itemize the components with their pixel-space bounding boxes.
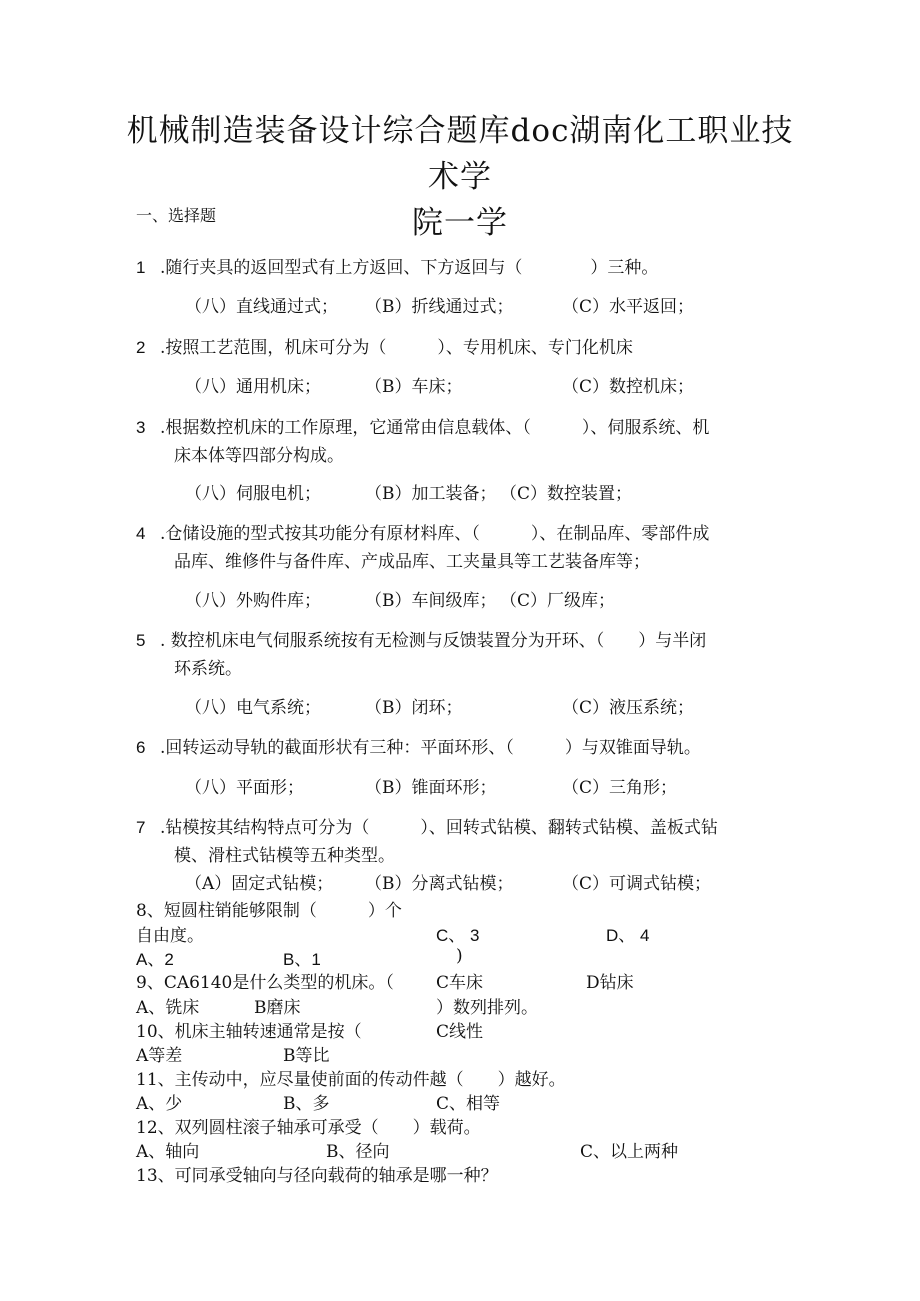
q1-option-b: （B）折线通过式； — [365, 297, 514, 317]
q11-text: 11、主传动中，应尽量使前面的传动件越（ ）越好。 — [136, 1070, 566, 1090]
q3-option-b: （B）加工装备； — [365, 484, 497, 504]
q5-option-c: （C）液压系统； — [562, 698, 695, 718]
q7-option-c: （C）可调式钻模； — [562, 874, 712, 894]
q7-text-continued: 模、滑柱式钻模等五种类型。 — [174, 846, 395, 866]
question-number: 3 — [136, 418, 146, 437]
q8-option-d: D、 4 — [606, 926, 650, 945]
q9-option-b: B磨床 — [254, 998, 301, 1018]
q5-option-b: （B）闭环； — [365, 698, 463, 718]
q9-option-c: C车床 — [436, 973, 484, 993]
q2-option-b: （B）车床； — [365, 377, 463, 397]
q9-option-a: A、铣床 — [136, 998, 200, 1018]
q8-option-c: C、 3 — [436, 926, 480, 945]
question-text: .随行夹具的返回型式有上方返回、下方返回与（ ）三种。 — [160, 258, 659, 278]
q6-option-b: （B）锥面环形； — [365, 778, 497, 798]
q13-text: 13、可同承受轴向与径向载荷的轴承是哪一种？ — [136, 1166, 498, 1186]
q12-option-b: B、径向 — [326, 1142, 390, 1162]
q7-option-a: （A）固定式钻模； — [185, 874, 334, 894]
q6-option-a: （八）平面形； — [185, 778, 304, 798]
question-text: .回转运动导轨的截面形状有三种：平面环形、（ ）与双锥面导轨。 — [160, 738, 701, 758]
q8-option-b: B、1 — [283, 950, 321, 969]
question-2 — [136, 334, 633, 362]
q11-option-c: C、相等 — [436, 1094, 501, 1114]
q10-text: 10、机床主轴转速通常是按（ — [136, 1022, 362, 1042]
q5-option-a: （八）电气系统； — [185, 698, 321, 718]
q8-text: 8、短圆柱销能够限制（ ）个 — [136, 901, 402, 921]
question-number: 2 — [136, 338, 146, 357]
q10-text-end: ）数列排列。 — [436, 998, 538, 1018]
q12-option-a: A、轴向 — [136, 1142, 200, 1162]
q10-option-b: B等比 — [283, 1046, 330, 1066]
document-title — [120, 108, 800, 246]
question-1 — [136, 254, 658, 282]
question-number: 4 — [136, 524, 146, 543]
question-6 — [136, 734, 701, 762]
q10-option-a: A等差 — [136, 1046, 183, 1066]
q1-option-a: （八）直线通过式； — [185, 297, 338, 317]
question-number: 7 — [136, 818, 146, 837]
q4-option-b: （B）车间级库； — [365, 591, 497, 611]
q7-option-b: （B）分离式钻模； — [365, 874, 514, 894]
q2-option-a: （八）通用机床； — [185, 377, 321, 397]
q12-text: 12、双列圆柱滚子轴承可承受（ ）载荷。 — [136, 1118, 481, 1138]
q4-option-c: （C）厂级库； — [500, 591, 616, 611]
q4-text-continued: 品库、维修件与备件库、产成品库、工夹量具等工艺装备库等； — [174, 552, 650, 572]
q8-text-continued: 自由度。 — [136, 926, 204, 946]
q11-option-b: B、多 — [283, 1094, 330, 1114]
q12-option-c: C、以上两种 — [580, 1142, 679, 1162]
q8-close-paren: ) — [456, 946, 463, 966]
question-text: .仓储设施的型式按其功能分有原材料库、（ ）、在制品库、零部件成 — [160, 524, 710, 544]
question-number: 1 — [136, 258, 146, 277]
question-7 — [136, 814, 718, 842]
q6-option-c: （C）三角形； — [562, 778, 678, 798]
question-text: .钻模按其结构特点可分为（ ）、回转式钻模、翻转式钻模、盖板式钻 — [160, 818, 718, 838]
question-number: 6 — [136, 738, 146, 757]
q4-option-a: （八）外购件库； — [185, 591, 321, 611]
question-4 — [136, 520, 709, 548]
q1-option-c: （C）水平返回； — [562, 297, 695, 317]
q5-text-continued: 环系统。 — [174, 659, 242, 679]
q8-option-a: A、2 — [136, 950, 174, 969]
q3-option-a: （八）伺服电机； — [185, 484, 321, 504]
q9-text: 9、CA6140是什么类型的机床。（ — [136, 973, 394, 993]
title-line-1: 机械制造装备设计综合题库doc湖南化工职业技术学 — [126, 113, 794, 195]
title-line-2: 院一学 — [412, 205, 508, 241]
question-text: . 数控机床电气伺服系统按有无检测与反馈装置分为开环、（ ）与半闭 — [160, 631, 707, 651]
question-text: .按照工艺范围，机床可分为（ ）、专用机床、专门化机床 — [160, 338, 633, 358]
q2-option-c: （C）数控机床； — [562, 377, 695, 397]
question-number: 5 — [136, 631, 146, 650]
question-text: .根据数控机床的工作原理，它通常由信息载体、（ ）、伺服系统、机 — [160, 418, 710, 438]
question-5 — [136, 627, 706, 655]
q3-option-c: （C）数控装置； — [500, 484, 633, 504]
question-3 — [136, 414, 709, 442]
q11-option-a: A、少 — [136, 1094, 183, 1114]
q9-option-d: D钻床 — [586, 973, 634, 993]
q10-option-c: C线性 — [436, 1022, 484, 1042]
section-heading: 一、选择题 — [136, 206, 217, 225]
q3-text-continued: 床本体等四部分构成。 — [174, 446, 344, 466]
